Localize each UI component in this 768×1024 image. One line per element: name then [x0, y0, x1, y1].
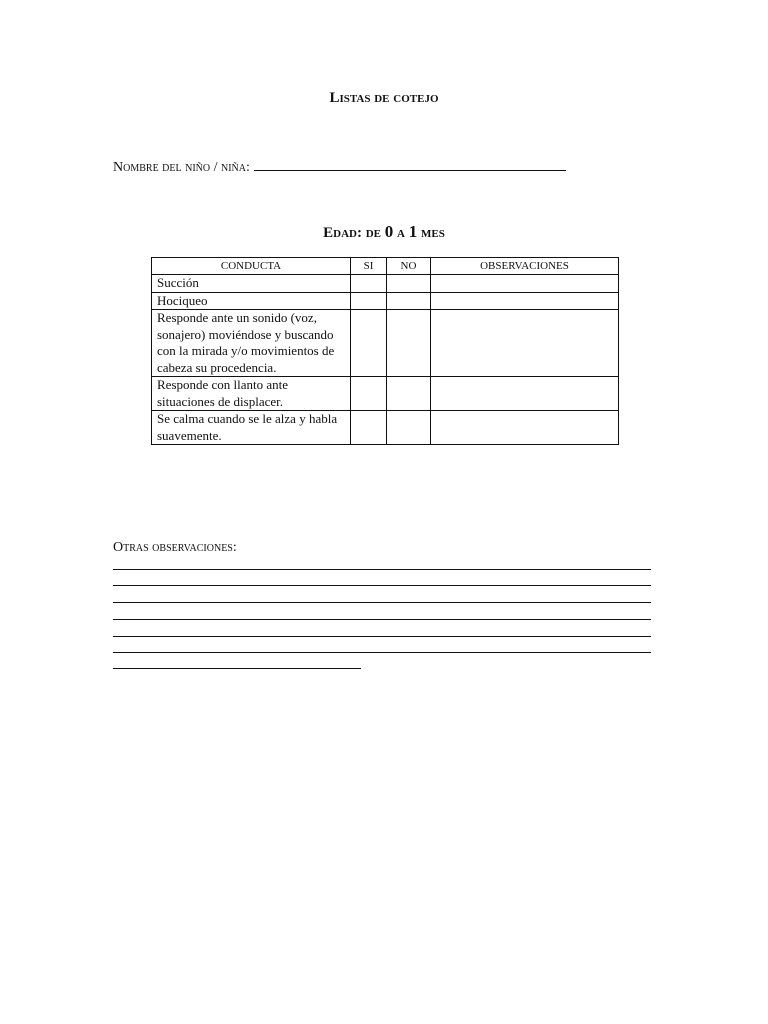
no-cell[interactable] [387, 411, 431, 445]
behavior-cell: Responde ante un sonido (voz, sonajero) moviéndose y buscando con la mirada y/o movimientos de cabeza su procedencia. [152, 310, 351, 377]
age-unit: mes [420, 225, 445, 241]
no-cell[interactable] [387, 292, 431, 310]
observation-line[interactable] [113, 619, 651, 620]
header-si: SI [351, 258, 387, 275]
observation-cell[interactable] [431, 275, 619, 293]
observation-cell[interactable] [431, 411, 619, 445]
table-row [152, 310, 619, 377]
no-cell[interactable] [387, 377, 431, 411]
observation-line[interactable] [113, 602, 651, 603]
no-cell[interactable] [387, 275, 431, 293]
observation-cell[interactable] [431, 377, 619, 411]
age-heading [0, 222, 768, 242]
observation-cell[interactable] [431, 292, 619, 310]
table-row [152, 292, 619, 310]
other-observations-label: Otras observaciones: [113, 540, 237, 555]
si-cell[interactable] [351, 377, 387, 411]
table-header-row [152, 258, 619, 275]
age-separator: a [397, 225, 405, 241]
observation-line[interactable] [113, 636, 651, 637]
behavior-cell: Responde con llanto ante situaciones de displacer. [152, 377, 351, 411]
no-cell[interactable] [387, 310, 431, 377]
header-conducta: CONDUCTA [152, 258, 351, 275]
si-cell[interactable] [351, 411, 387, 445]
observation-line[interactable] [113, 585, 651, 586]
behavior-cell: Hociqueo [152, 292, 351, 310]
table-row [152, 377, 619, 411]
observation-cell[interactable] [431, 310, 619, 377]
si-cell[interactable] [351, 275, 387, 293]
child-name-field[interactable] [254, 158, 566, 171]
child-name-row [113, 158, 566, 176]
age-to: 1 [408, 222, 418, 241]
observation-line[interactable] [113, 668, 361, 669]
table-row [152, 411, 619, 445]
page-title: Listas de cotejo [329, 90, 439, 106]
checklist-table [151, 257, 619, 445]
observation-line[interactable] [113, 569, 651, 570]
child-name-label: Nombre del niño / niña: [113, 160, 250, 175]
si-cell[interactable] [351, 292, 387, 310]
observation-line[interactable] [113, 652, 651, 653]
header-no: NO [387, 258, 431, 275]
behavior-cell: Succión [152, 275, 351, 293]
si-cell[interactable] [351, 310, 387, 377]
header-observaciones: OBSERVACIONES [431, 258, 619, 275]
age-prefix: Edad: de [323, 225, 382, 241]
age-from: 0 [384, 222, 394, 241]
behavior-cell: Se calma cuando se le alza y habla suavemente. [152, 411, 351, 445]
table-row [152, 275, 619, 293]
